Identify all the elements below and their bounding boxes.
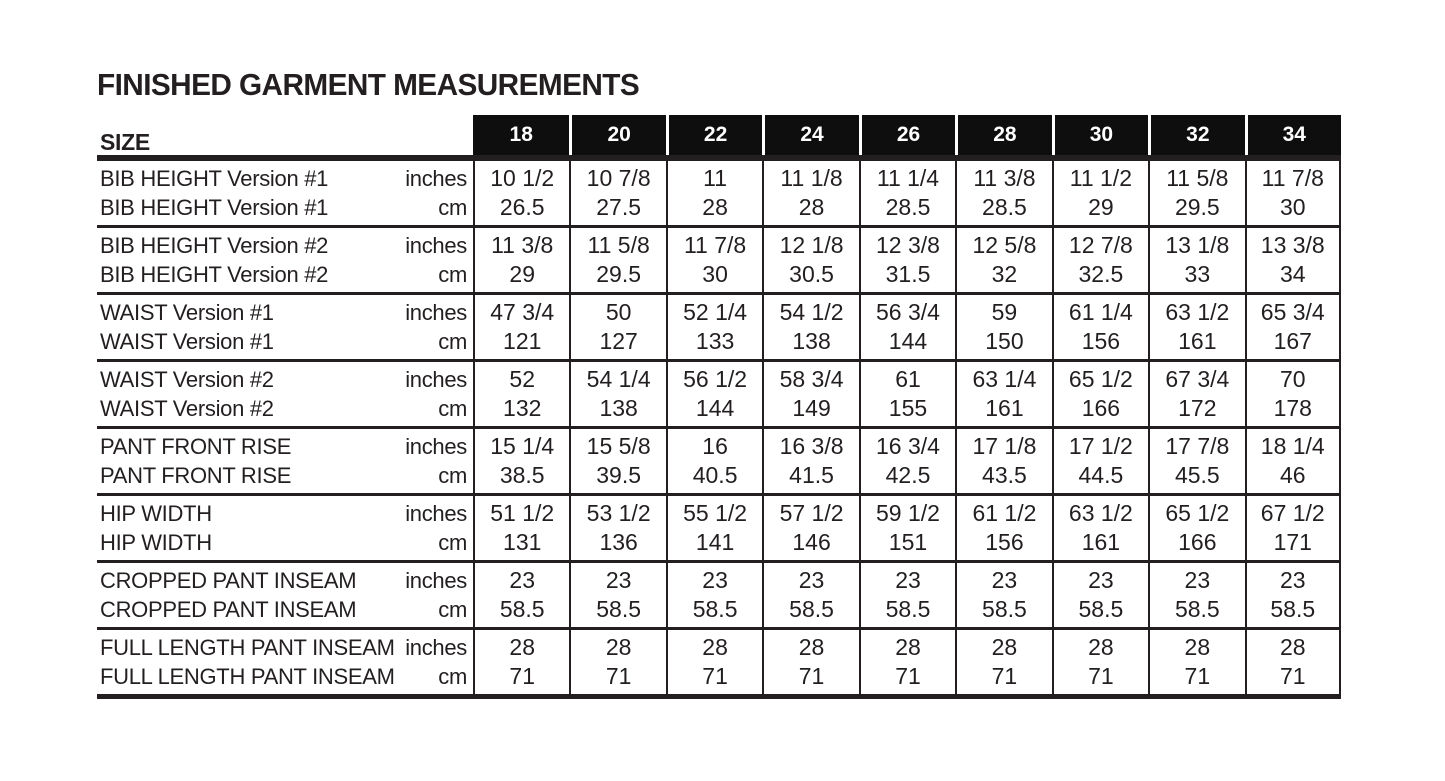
measurement-value-cell [1052,496,1148,560]
row-label-cell [97,362,473,426]
measurement-value-cell [859,161,955,225]
measurement-value-cell [955,496,1051,560]
value-inches: 23 [1184,567,1211,593]
value-cm: 29 [509,261,536,287]
measurement-value-cell [1052,161,1148,225]
value-inches: 28 [1088,634,1114,660]
measurement-value-cell [473,563,569,627]
measurement-value-cell [569,295,665,359]
value-cm: 30 [702,261,728,287]
measurement-value-cell [473,295,569,359]
value-cm: 166 [1178,529,1217,555]
measurement-value-cell [666,295,762,359]
measurement-value-cell [859,228,955,292]
value-cm: 28.5 [982,194,1027,220]
value-cm: 29.5 [596,261,642,287]
measurement-label: HIP WIDTH [100,501,212,526]
measurement-value-cell [859,496,955,560]
value-cm: 144 [695,395,735,421]
label-line-cm [100,662,467,691]
value-cm: 58.5 [982,596,1027,622]
measurement-value-cell [473,161,569,225]
value-cm: 161 [985,395,1024,421]
value-inches: 11 1/8 [780,165,843,191]
value-inches: 50 [605,299,632,325]
measurement-value-cell [955,630,1051,694]
measurement-label: BIB HEIGHT Version #2 [100,262,329,287]
value-cm: 71 [1088,663,1114,689]
value-cm: 71 [1184,663,1211,689]
measurement-label: BIB HEIGHT Version #2 [100,233,329,258]
label-line-inches [100,231,467,260]
value-cm: 29 [1088,194,1114,220]
measurement-value-cell [1245,429,1341,493]
measurement-label: CROPPED PANT INSEAM [100,597,357,622]
label-line-inches [100,164,467,193]
value-cm: 34 [1279,261,1306,287]
unit-label: inches [405,568,467,593]
measurement-value-cell [1052,429,1148,493]
measurement-value-cell [666,630,762,694]
row-label-cell [97,630,473,694]
value-cm: 28 [702,194,728,220]
size-column-header: 32 [1148,115,1244,155]
value-inches: 28 [702,634,728,660]
value-cm: 166 [1081,395,1121,421]
value-cm: 28 [798,194,825,220]
value-cm: 151 [888,529,928,555]
value-inches: 10 7/8 [586,165,651,191]
measurement-value-cell [1148,630,1244,694]
value-cm: 131 [503,529,542,555]
measurement-value-cell [569,362,665,426]
row-label-cell [97,228,473,292]
value-inches: 16 3/8 [779,433,844,459]
value-cm: 71 [605,663,632,689]
measurement-value-cell [955,161,1051,225]
measurement-value-cell [1245,228,1341,292]
value-inches: 54 1/4 [586,366,651,392]
value-inches: 28 [1184,634,1211,660]
value-inches: 54 1/2 [779,299,844,325]
unit-label: inches [405,367,467,392]
unit-label: cm [438,195,467,220]
size-column-header: 22 [666,115,762,155]
value-inches: 11 5/8 [1166,165,1229,191]
measurement-value-cell [1052,563,1148,627]
value-cm: 138 [792,328,831,354]
value-cm: 58.5 [596,596,642,622]
measurement-value-cell [955,429,1051,493]
measurement-value-cell [1052,630,1148,694]
value-inches: 23 [1279,567,1306,593]
value-inches: 63 1/2 [1165,299,1230,325]
unit-label: inches [405,501,467,526]
value-cm: 30 [1279,194,1306,220]
value-inches: 28 [509,634,536,660]
value-inches: 61 1/2 [972,500,1037,526]
value-inches: 65 1/2 [1165,500,1230,526]
value-inches: 53 1/2 [586,500,651,526]
value-cm: 39.5 [596,462,642,488]
value-cm: 29.5 [1174,194,1220,220]
measurement-value-cell [1148,362,1244,426]
unit-label: cm [438,396,467,421]
measurement-label: WAIST Version #1 [100,329,274,354]
value-inches: 16 3/4 [876,433,940,459]
value-inches: 10 1/2 [490,165,555,191]
value-cm: 28.5 [885,194,931,220]
label-line-cm [100,193,467,222]
label-line-cm [100,461,467,490]
measurement-label: WAIST Version #1 [100,300,274,325]
size-header-label: SIZE [100,129,150,155]
size-column-header: 34 [1245,115,1341,155]
value-inches: 23 [991,567,1018,593]
value-cm: 156 [985,529,1024,555]
measurement-value-cell [762,161,858,225]
value-inches: 11 1/2 [1069,165,1132,191]
value-cm: 58.5 [789,596,834,622]
measurement-value-cell [1245,362,1341,426]
unit-label: inches [405,635,467,660]
value-cm: 172 [1178,395,1217,421]
label-line-inches [100,432,467,461]
measurement-label: PANT FRONT RISE [100,434,292,459]
unit-label: cm [438,597,467,622]
value-cm: 71 [991,663,1018,689]
value-cm: 32.5 [1078,261,1124,287]
value-inches: 17 1/8 [972,433,1037,459]
value-inches: 12 1/8 [779,232,844,258]
value-cm: 71 [798,663,825,689]
measurement-value-cell [762,496,858,560]
size-column-header: 30 [1052,115,1148,155]
value-inches: 15 1/4 [490,433,555,459]
measurement-value-cell [569,496,665,560]
value-inches: 23 [895,567,921,593]
measurement-value-cell [762,429,858,493]
value-inches: 12 7/8 [1068,232,1133,258]
value-inches: 57 1/2 [779,500,844,526]
value-cm: 58.5 [1174,596,1220,622]
measurement-value-cell [859,295,955,359]
value-inches: 70 [1279,366,1306,392]
label-line-cm [100,595,467,624]
value-inches: 47 3/4 [490,299,555,325]
value-cm: 71 [509,663,536,689]
value-cm: 58.5 [499,596,545,622]
measurement-value-cell [1148,429,1244,493]
value-inches: 11 1/4 [876,165,940,191]
value-cm: 46 [1279,462,1306,488]
measurement-value-cell [666,429,762,493]
measurement-value-cell [1245,630,1341,694]
value-inches: 23 [798,567,825,593]
value-cm: 58.5 [1270,596,1316,622]
label-line-inches [100,365,467,394]
value-cm: 141 [695,529,735,555]
measurement-value-cell [1148,161,1244,225]
value-cm: 30.5 [789,261,834,287]
row-label-cell [97,161,473,225]
value-inches: 61 1/4 [1068,299,1133,325]
measurement-value-cell [1052,228,1148,292]
value-inches: 18 1/4 [1260,433,1325,459]
value-inches: 12 5/8 [972,232,1037,258]
value-inches: 17 1/2 [1068,433,1133,459]
value-inches: 23 [605,567,632,593]
value-cm: 41.5 [789,462,834,488]
measurement-value-cell [1148,228,1244,292]
value-inches: 55 1/2 [683,500,748,526]
row-label-cell [97,295,473,359]
value-inches: 28 [991,634,1018,660]
unit-label: cm [438,530,467,555]
unit-label: cm [438,664,467,689]
value-cm: 45.5 [1174,462,1220,488]
table-body [97,161,1341,699]
value-inches: 23 [702,567,728,593]
value-cm: 31.5 [885,261,931,287]
row-label-cell [97,496,473,560]
label-line-inches [100,633,467,662]
value-inches: 65 3/4 [1260,299,1325,325]
measurement-value-cell [762,228,858,292]
measurement-value-cell [666,228,762,292]
measurement-value-cell [859,630,955,694]
value-cm: 144 [888,328,928,354]
label-line-cm [100,327,467,356]
measurement-value-cell [1052,295,1148,359]
measurement-group [97,496,1341,563]
unit-label: inches [405,166,467,191]
value-cm: 127 [599,328,638,354]
value-inches: 11 5/8 [587,232,650,258]
value-cm: 38.5 [499,462,545,488]
value-inches: 28 [798,634,825,660]
value-inches: 16 [702,433,728,459]
value-cm: 156 [1081,328,1121,354]
measurement-group [97,295,1341,362]
measurement-group [97,228,1341,295]
value-cm: 161 [1178,328,1217,354]
measurement-value-cell [569,429,665,493]
value-cm: 132 [503,395,542,421]
measurement-group [97,362,1341,429]
label-line-inches [100,499,467,528]
measurement-value-cell [859,563,955,627]
value-inches: 12 3/8 [876,232,940,258]
measurement-value-cell [666,362,762,426]
measurement-value-cell [569,228,665,292]
value-cm: 155 [888,395,928,421]
value-cm: 178 [1273,395,1312,421]
measurement-value-cell [762,362,858,426]
measurements-table [97,115,1341,699]
measurement-value-cell [666,496,762,560]
unit-label: cm [438,262,467,287]
label-line-inches [100,566,467,595]
measurement-value-cell [473,228,569,292]
value-inches: 23 [1088,567,1114,593]
measurement-value-cell [955,362,1051,426]
value-inches: 28 [1279,634,1306,660]
measurement-label: HIP WIDTH [100,530,212,555]
measurement-value-cell [1052,362,1148,426]
measurement-value-cell [569,563,665,627]
measurement-label: WAIST Version #2 [100,367,274,392]
row-label-cell [97,429,473,493]
measurement-value-cell [1245,496,1341,560]
value-cm: 161 [1081,529,1121,555]
label-line-cm [100,528,467,557]
value-cm: 26.5 [499,194,545,220]
measurement-value-cell [762,295,858,359]
measurement-value-cell [955,228,1051,292]
unit-label: inches [405,233,467,258]
value-inches: 52 1/4 [683,299,748,325]
value-inches: 28 [605,634,632,660]
measurement-group [97,630,1341,699]
measurement-value-cell [859,362,955,426]
measurement-value-cell [569,630,665,694]
value-inches: 11 [703,165,728,191]
measurement-group [97,563,1341,630]
value-inches: 15 5/8 [586,433,651,459]
value-inches: 11 3/8 [973,165,1036,191]
value-cm: 71 [702,663,728,689]
measurement-value-cell [955,295,1051,359]
value-cm: 43.5 [982,462,1027,488]
value-inches: 51 1/2 [490,500,555,526]
row-label-cell [97,563,473,627]
measurement-label: FULL LENGTH PANT INSEAM [100,664,395,689]
measurement-value-cell [1148,295,1244,359]
measurement-label: WAIST Version #2 [100,396,274,421]
value-cm: 150 [985,328,1024,354]
value-cm: 44.5 [1078,462,1124,488]
measurement-value-cell [859,429,955,493]
value-inches: 67 3/4 [1165,366,1230,392]
value-cm: 40.5 [692,462,738,488]
measurement-value-cell [473,429,569,493]
measurement-value-cell [569,161,665,225]
value-inches: 28 [895,634,921,660]
value-cm: 138 [599,395,638,421]
value-inches: 11 3/8 [491,232,554,258]
value-cm: 71 [895,663,921,689]
value-cm: 33 [1184,261,1211,287]
measurement-label: BIB HEIGHT Version #1 [100,166,329,191]
value-cm: 58.5 [885,596,931,622]
value-cm: 71 [1279,663,1306,689]
measurement-label: BIB HEIGHT Version #1 [100,195,329,220]
value-inches: 52 [509,366,536,392]
value-inches: 17 7/8 [1165,433,1230,459]
size-column-header: 20 [569,115,665,155]
measurement-value-cell [666,161,762,225]
value-cm: 171 [1273,529,1312,555]
value-inches: 63 1/4 [972,366,1037,392]
measurement-group [97,161,1341,228]
label-line-inches [100,298,467,327]
value-cm: 167 [1273,328,1312,354]
size-column-header: 24 [762,115,858,155]
value-inches: 59 [991,299,1018,325]
measurement-value-cell [666,563,762,627]
measurement-group [97,429,1341,496]
measurement-value-cell [473,362,569,426]
measurement-value-cell [473,630,569,694]
value-inches: 67 1/2 [1260,500,1325,526]
table-header-row [97,115,1341,155]
measurement-value-cell [473,496,569,560]
value-cm: 121 [503,328,542,354]
size-column-header: 18 [473,115,569,155]
value-inches: 13 3/8 [1260,232,1325,258]
value-cm: 58.5 [692,596,738,622]
value-cm: 133 [695,328,735,354]
measurement-value-cell [762,630,858,694]
size-column-header: 28 [955,115,1051,155]
value-inches: 11 7/8 [683,232,747,258]
value-inches: 13 1/8 [1165,232,1230,258]
value-inches: 59 1/2 [876,500,940,526]
value-inches: 61 [895,366,921,392]
measurement-value-cell [1245,295,1341,359]
measurement-label: FULL LENGTH PANT INSEAM [100,635,395,660]
value-cm: 58.5 [1078,596,1124,622]
value-cm: 149 [792,395,831,421]
unit-label: inches [405,300,467,325]
value-inches: 11 7/8 [1261,165,1324,191]
unit-label: cm [438,463,467,488]
value-cm: 27.5 [596,194,642,220]
measurement-label: PANT FRONT RISE [100,463,292,488]
value-inches: 56 3/4 [876,299,940,325]
page-title: FINISHED GARMENT MEASUREMENTS [97,67,640,102]
value-cm: 146 [792,529,831,555]
value-inches: 56 1/2 [683,366,748,392]
value-inches: 58 3/4 [779,366,844,392]
measurement-value-cell [1245,563,1341,627]
unit-label: inches [405,434,467,459]
value-cm: 32 [991,261,1018,287]
label-line-cm [100,260,467,289]
value-inches: 23 [509,567,536,593]
measurement-value-cell [955,563,1051,627]
measurement-label: CROPPED PANT INSEAM [100,568,357,593]
value-inches: 65 1/2 [1068,366,1133,392]
measurement-value-cell [1148,563,1244,627]
unit-label: cm [438,329,467,354]
value-inches: 63 1/2 [1068,500,1133,526]
value-cm: 42.5 [885,462,931,488]
value-cm: 136 [599,529,638,555]
measurement-value-cell [1148,496,1244,560]
measurement-value-cell [762,563,858,627]
label-line-cm [100,394,467,423]
size-column-header: 26 [859,115,955,155]
measurement-value-cell [1245,161,1341,225]
